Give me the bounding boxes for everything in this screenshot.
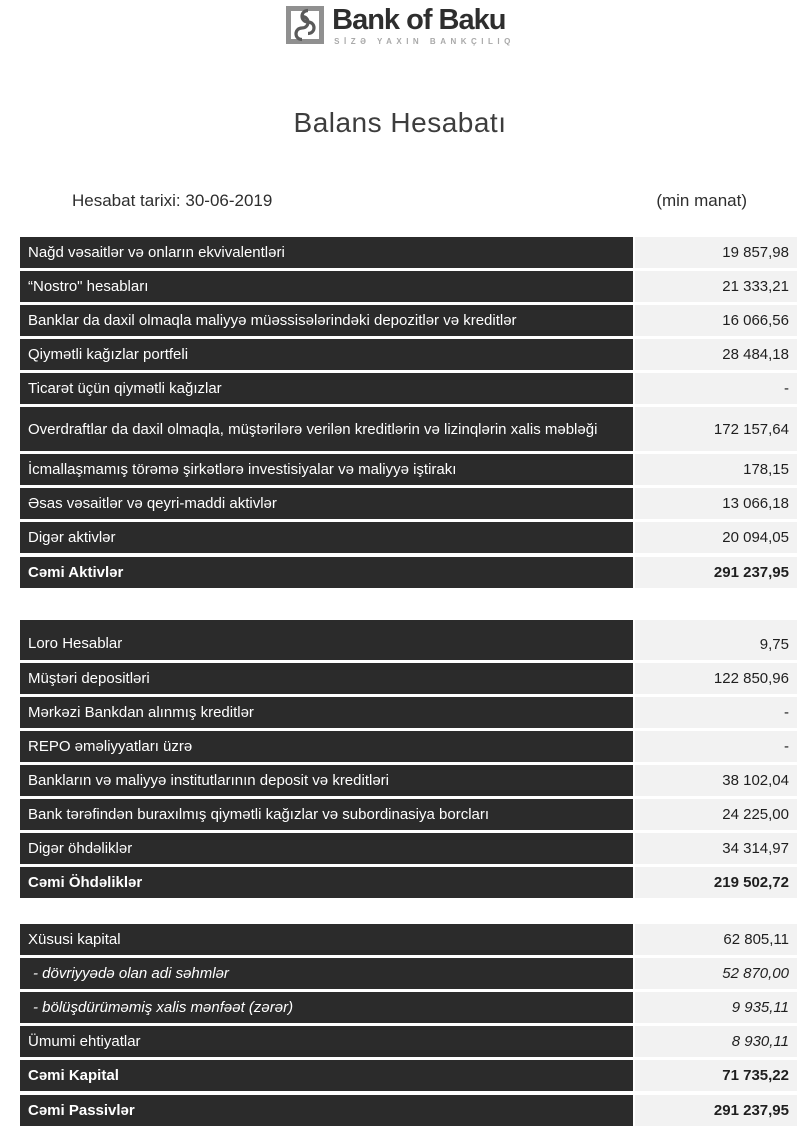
row-label: Qiymətli kağızlar portfeli	[20, 339, 633, 370]
total-passives-row	[20, 1095, 797, 1126]
chain-link-icon	[285, 5, 325, 45]
table-row	[20, 799, 797, 830]
table-row	[20, 271, 797, 302]
row-label: Cəmi Passivlər	[20, 1095, 633, 1126]
row-value: 8 930,11	[635, 1026, 797, 1057]
table-row	[20, 833, 797, 864]
row-label: Banklar da daxil olmaqla maliyyə müəssisələrindəki depozitlər və kreditlər	[20, 305, 633, 336]
table-row	[20, 1026, 797, 1057]
report-meta	[0, 191, 800, 211]
row-value: -	[635, 373, 797, 404]
row-label: - bölüşdürüməmiş xalis mənfəət (zərər)	[20, 992, 633, 1023]
table-row	[20, 958, 797, 989]
row-value: 291 237,95	[635, 557, 797, 588]
row-label: Nağd vəsaitlər və onların ekvivalentləri	[20, 237, 633, 268]
table-row	[20, 339, 797, 370]
row-value: 291 237,95	[635, 1095, 797, 1126]
row-label: Loro Hesablar	[20, 620, 633, 660]
row-value: 21 333,21	[635, 271, 797, 302]
bank-logo-text	[332, 5, 515, 46]
liabilities-table	[20, 620, 797, 898]
table-row	[20, 924, 797, 955]
row-value: 178,15	[635, 454, 797, 485]
table-row	[20, 697, 797, 728]
row-label: Ümumi ehtiyatlar	[20, 1026, 633, 1057]
row-value: 28 484,18	[635, 339, 797, 370]
bank-logo-name: Bank of Baku	[332, 4, 506, 36]
table-row	[20, 992, 797, 1023]
table-row	[20, 522, 797, 553]
row-label: Xüsusi kapital	[20, 924, 633, 955]
unit-label: (min manat)	[656, 191, 747, 210]
table-row	[20, 663, 797, 694]
capital-table	[20, 924, 797, 1126]
row-value: 34 314,97	[635, 833, 797, 864]
bank-logo	[0, 0, 800, 52]
row-label: - dövriyyədə olan adi səhmlər	[20, 958, 633, 989]
row-value: 13 066,18	[635, 488, 797, 519]
total-assets-row	[20, 557, 797, 588]
row-label: Bank tərəfindən buraxılmış qiymətli kağızlar və subordinasiya borcları	[20, 799, 633, 830]
row-value: 52 870,00	[635, 958, 797, 989]
row-label: Əsas vəsaitlər və qeyri-maddi aktivlər	[20, 488, 633, 519]
row-label: Müştəri depositləri	[20, 663, 633, 694]
row-value: 38 102,04	[635, 765, 797, 796]
row-value: 219 502,72	[635, 867, 797, 898]
table-row	[20, 305, 797, 336]
row-value: 16 066,56	[635, 305, 797, 336]
row-label: Ticarət üçün qiymətli kağızlar	[20, 373, 633, 404]
table-row	[20, 488, 797, 519]
table-row	[20, 454, 797, 485]
row-label: Cəmi Kapital	[20, 1060, 633, 1091]
assets-table	[20, 237, 797, 588]
total-liabilities-row	[20, 867, 797, 898]
row-value: 9,75	[635, 620, 797, 660]
table-row	[20, 731, 797, 762]
row-value: 122 850,96	[635, 663, 797, 694]
bank-logo-tagline: SİZƏ YAXIN BANKÇILIQ	[334, 37, 515, 46]
table-row	[20, 237, 797, 268]
table-row	[20, 765, 797, 796]
row-value: -	[635, 731, 797, 762]
row-value: -	[635, 697, 797, 728]
row-value: 9 935,11	[635, 992, 797, 1023]
row-label: Cəmi Öhdəliklər	[20, 867, 633, 898]
total-capital-row	[20, 1060, 797, 1091]
row-value: 19 857,98	[635, 237, 797, 268]
row-label: Digər öhdəliklər	[20, 833, 633, 864]
report-date: Hesabat tarixi: 30-06-2019	[72, 191, 273, 210]
row-label: İcmallaşmamış törəmə şirkətlərə investisiyalar və maliyyə iştirakı	[20, 454, 633, 485]
table-row	[20, 407, 797, 451]
row-value: 62 805,11	[635, 924, 797, 955]
table-row	[20, 620, 797, 660]
row-label: Bankların və maliyyə institutlarının deposit və kreditləri	[20, 765, 633, 796]
row-label: Mərkəzi Bankdan alınmış kreditlər	[20, 697, 633, 728]
row-label: REPO əməliyyatları üzrə	[20, 731, 633, 762]
row-label: Digər aktivlər	[20, 522, 633, 553]
row-label: Overdraftlar da daxil olmaqla, müştərilərə verilən kreditlərin və lizinqlərin xalis məbləği	[20, 407, 633, 451]
row-label: “Nostro" hesabları	[20, 271, 633, 302]
row-value: 172 157,64	[635, 407, 797, 451]
row-value: 71 735,22	[635, 1060, 797, 1091]
table-row	[20, 373, 797, 404]
row-label: Cəmi Aktivlər	[20, 557, 633, 588]
page-title: Balans Hesabatı	[293, 107, 507, 138]
row-value: 20 094,05	[635, 522, 797, 553]
row-value: 24 225,00	[635, 799, 797, 830]
